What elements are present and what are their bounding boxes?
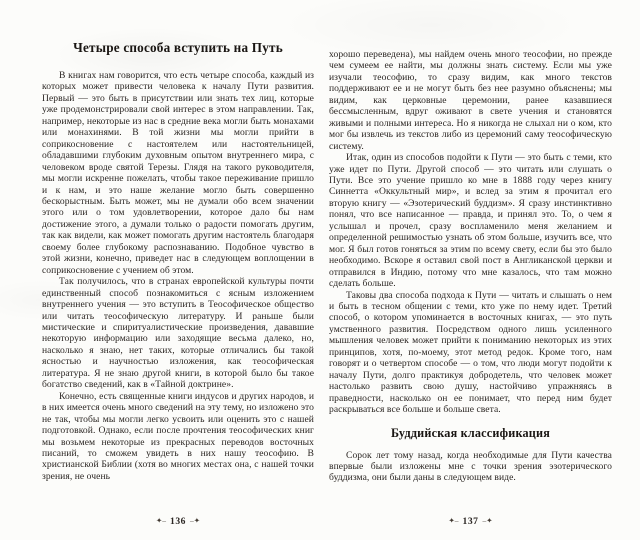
- paragraph: В книгах нам говорится, что есть четыре способа, каждый из которых может привести человека к началу Пути развития. Первый — это быть в присутствии или знать тех лиц, которые уже продемонстрировали свой интерес в этом направлении. Так, например, некоторые из нас в средние века могли быть монахами или монахинями. В той жизни мы могли прийти в соприкосновение с настоятелем или настоятельницей, обладавшими глубоким духовным опытом внутреннего мира, с человеком вроде святой Терезы. Глядя на такого руководителя, мы могли искренне пожелать, чтобы такое переживание пришло и к нам, и это наше желание могло быть совершенно бескорыстным. Быть может, мы не думали обо всем значении этого или о том удовлетворении, которое дало бы нам достижение этого, а думали только о радости помогать другим, так как видели, как может помогать другим настоятель благодаря своему более глубокому распознаванию. Подобное чувство в этой жизни, конечно, приведет нас в следующем воплощении в соприкосновение с учением об этом.: [42, 70, 314, 276]
- paragraph: Конечно, есть священные книги индусов и других народов, и в них имеется очень много сведений на эту тему, но изложено это не так, чтобы мы могли легко усвоить или оценить это с нашей подготовкой. Однако, если после прочтения теософических книг мы возьмем некоторые из прекрасных переводов восточных писаний, то сможем увидеть в них нашу теософию. В христианской Библии (хотя во многих местах она, с нашей точки зрения, не очень: [42, 390, 314, 482]
- page-ornament-icon: –✦: [482, 516, 493, 525]
- left-page-footer: [42, 516, 314, 527]
- right-page-number: 137: [462, 516, 479, 527]
- right-page-footer: [329, 516, 612, 527]
- left-page: [42, 40, 314, 502]
- paragraph: Итак, один из способов подойти к Пути — это быть с теми, кто уже идет по Пути. Другой способ — это читать или слушать о Пути. Все это учение пришло ко мне в 1888 году через книгу Синнетта «Оккультный мир», и вслед за этим я прочитал его вторую книгу — «Эзотерический буддизм». Я сразу инстинктивно понял, что все написанное — правда, и принял это. То, о чем я услышал и прочел, сразу воспламенило меня желанием и определенной решимостью узнать об этом больше, изучить все, что мог. Я был готов гоняться за этим по всему свету, если бы это было необходимо. Вскоре я оставил свой пост в Англиканской церкви и отправился в Индию, потому что мне казалось, что там можно сделать больше.: [329, 152, 612, 290]
- right-page: [329, 49, 612, 504]
- paragraph: Таковы два способа подхода к Пути — читать и слышать о нем и быть в тесном общении с теми, кто уже по нему идет. Третий способ, о котором упоминается в восточных книгах, — это путь умственного развития. Посредством одного лишь усиленного мышления человек может прийти к пониманию некоторых из этих принципов, хотя, по-моему, этот метод редок. Кроме того, нам говорят и о четвертом способе — о том, что люди могут подойти к началу Пути, долго практикуя добродетель, что человек может настолько развить свою душу, настойчиво упражняясь в праведности, насколько он ее понимает, что перед ним будет раскрываться все больше и больше света.: [329, 289, 612, 416]
- page-ornament-icon: –✦: [189, 516, 200, 525]
- chapter-title: Четыре способа вступить на Путь: [73, 40, 283, 55]
- left-page-number: 136: [170, 516, 186, 527]
- paragraph: Сорок лет тому назад, когда необходимые для Пути качества впервые были изложены мне с точки зрения эзотерического буддизма, они были даны в следующем виде.: [329, 449, 612, 484]
- page-ornament-icon: ✦–: [448, 516, 459, 525]
- section-heading: Буддийская классификация: [390, 425, 551, 440]
- paragraph: Так получилось, что в странах европейской культуры почти единственный способ познакомиться с ясным изложением внутреннего учения — это вступить в Теософическое общество или читать теософическую литературу. И раньше были мистические и спиритуалистические произведения, дававшие некоторую информацию или заходящие весьма далеко, но, насколько я знаю, нет таких, которые отличались бы такой ясностью и научностью изложения, как теософическая литература. Я не знаю другой книги, в которой было бы такое богатство сведений, как в «Тайной доктрине».: [42, 276, 314, 391]
- paragraph-continuation: хорошо переведена), мы найдем очень много теософии, но прежде чем сумеем ее найти, мы должны знать систему. Если мы уже изучали теософию, то сразу видим, как много текстов поддерживают ее и не могут быть без нее разумно объяснены; мы видим, как церковные церемонии, ранее казавшиеся бессмысленным, вдруг оживают в свете учения и становятся живыми и полными интереса. Но я никогда не слыхал ни о ком, кто мог бы извлечь из текстов либо из церемоний саму теософическую систему.: [329, 49, 612, 152]
- page-ornament-icon: ✦–: [156, 516, 167, 525]
